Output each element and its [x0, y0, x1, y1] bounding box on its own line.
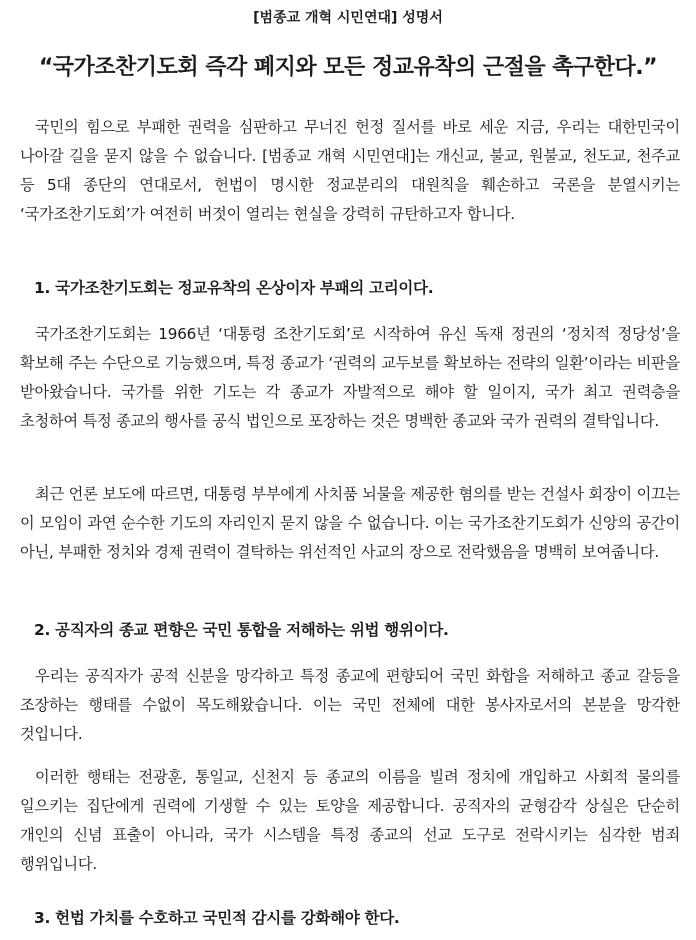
section-2-paragraph-1: 우리는 공직자가 공적 신분을 망각하고 특정 종교에 편향되어 국민 화합을 저해하고 종교 갈등을 조장하는 행태를 수없이 목도해왔습니다. 이는 국민 전체에 대한 봉사자로서의 본분을 망각한 것입니다. — [20, 667, 680, 743]
document-title: “국가조찬기도회 즉각 폐지와 모든 정교유착의 근절을 촉구한다.” — [38, 55, 658, 80]
document-header: [범종교 개혁 시민연대] 성명서 — [253, 10, 443, 26]
section-2-paragraph-2: 이러한 행태는 전광훈, 통일교, 신천지 등 종교의 이름을 빌려 정치에 개입하고 사회적 물의를 일으키는 집단에게 권력에 기생할 수 있는 토양을 제공합니다. 공직자의 균형감각 상실은 단순히 개인의 신념 표출이 아니라, 국가 시스템을 특정 종교의 선교 도구로 전락시키는 심각한 범죄 행위입니다. — [20, 768, 680, 873]
section-2-heading: 2. 공직자의 종교 편향은 국민 통합을 저해하는 위법 행위이다. — [34, 621, 449, 639]
intro-paragraph: 국민의 힘으로 부패한 권력을 심판하고 무너진 헌정 질서를 바로 세운 지금, 우리는 대한민국이 나아갈 길을 묻지 않을 수 없습니다. [범종교 개혁 시민연대]는 개신교, 불교, 원불교, 천도교, 천주교 등 5대 종단의 연대로서, 헌법이 명시한 정교분리의 대원칙을 훼손하고 국론을 분열시키는 ‘국가조찬기도회’가 여전히 버젓이 열리는 현실을 강력히 규탄하고자 합니다. — [20, 118, 680, 223]
section-1-paragraph-1: 국가조찬기도회는 1966년 ‘대통령 조찬기도회’로 시작하여 유신 독재 정권의 ‘정치적 정당성’을 확보해 주는 수단으로 기능했으며, 특정 종교가 ‘권력의 교두보를 확보하는 전략의 일환’이라는 비판을 받아왔습니다. 국가를 위한 기도는 각 종교가 자발적으로 해야 할 일이지, 국가 최고 권력층을 초청하여 특정 종교의 행사를 공식 법인으로 포장하는 것은 명백한 종교와 국가 권력의 결탁입니다. — [20, 325, 680, 430]
section-1-paragraph-2: 최근 언론 보도에 따르면, 대통령 부부에게 사치품 뇌물을 제공한 혐의를 받는 건설사 회장이 이끄는 이 모임이 과연 순수한 기도의 자리인지 묻지 않을 수 없습니다. 이는 국가조찬기도회가 신앙의 공간이 아닌, 부패한 정치와 경제 권력이 결탁하는 위선적인 사교의 장으로 전락했음을 명백히 보여줍니다. — [20, 485, 680, 561]
section-3-heading: 3. 헌법 가치를 수호하고 국민적 감시를 강화해야 한다. — [34, 909, 400, 927]
section-1-heading: 1. 국가조찬기도회는 정교유착의 온상이자 부패의 고리이다. — [34, 279, 434, 297]
